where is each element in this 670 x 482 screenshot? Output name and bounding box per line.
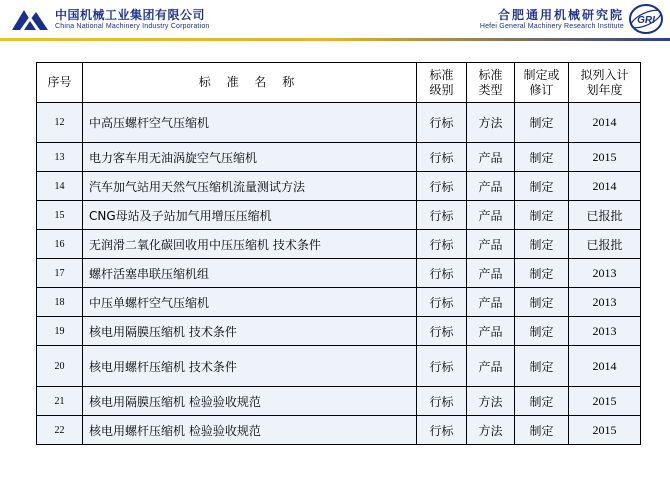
right-company-block	[480, 8, 624, 32]
row-standard-name: 螺杆活塞串联压缩机组	[83, 259, 417, 288]
row-action: 制定	[515, 103, 569, 143]
header-level-line2: 级别	[429, 82, 454, 97]
table-row	[37, 201, 641, 230]
header-type-line2: 类型	[478, 82, 503, 97]
row-year: 已报批	[569, 201, 641, 230]
row-index: 17	[37, 259, 83, 288]
row-action: 制定	[515, 143, 569, 172]
left-company-name-en: China National Machinery Industry Corporation	[55, 23, 210, 30]
table-row	[37, 172, 641, 201]
table-row	[37, 103, 641, 143]
row-type: 产品	[467, 172, 515, 201]
row-year: 2014	[569, 346, 641, 387]
right-company-name-en: Hefei General Machinery Research Institute	[479, 23, 624, 30]
row-action: 制定	[515, 230, 569, 259]
left-company-name-cn: 中国机械工业集团有限公司	[55, 8, 206, 22]
row-type: 方法	[467, 416, 515, 445]
row-standard-name: 中压单螺杆空气压缩机	[83, 288, 417, 317]
header-type-line1: 标准	[478, 67, 503, 82]
standards-table-container	[36, 62, 640, 445]
row-year: 已报批	[569, 230, 641, 259]
row-action: 制定	[515, 346, 569, 387]
left-company-block	[55, 8, 210, 32]
header-level-line1: 标准	[429, 67, 454, 82]
row-type: 产品	[467, 346, 515, 387]
row-level: 行标	[417, 259, 467, 288]
header-year	[569, 63, 641, 103]
row-level: 行标	[417, 416, 467, 445]
row-year: 2015	[569, 416, 641, 445]
row-index: 13	[37, 143, 83, 172]
header-level	[417, 63, 467, 103]
row-index: 19	[37, 317, 83, 346]
svg-text:GRI: GRI	[637, 15, 655, 26]
row-level: 行标	[417, 143, 467, 172]
row-index: 12	[37, 103, 83, 143]
row-standard-name: 汽车加气站用天然气压缩机流量测试方法	[83, 172, 417, 201]
row-year: 2014	[569, 172, 641, 201]
row-level: 行标	[417, 201, 467, 230]
row-year: 2014	[569, 103, 641, 143]
header-action-line1: 制定或	[523, 67, 560, 82]
row-standard-name: 核电用隔膜压缩机 检验验收规范	[83, 387, 417, 416]
row-standard-name: CNG母站及子站加气用增压压缩机	[83, 201, 417, 230]
header-year-line2: 划年度	[586, 82, 623, 97]
row-year: 2015	[569, 143, 641, 172]
row-type: 产品	[467, 317, 515, 346]
row-type: 产品	[467, 201, 515, 230]
row-type: 产品	[467, 259, 515, 288]
table-header-row	[37, 63, 641, 103]
header-type	[467, 63, 515, 103]
row-level: 行标	[417, 172, 467, 201]
row-index: 20	[37, 346, 83, 387]
hgmri-logo-icon	[628, 2, 664, 36]
table-row	[37, 143, 641, 172]
table-row	[37, 416, 641, 445]
row-year: 2013	[569, 288, 641, 317]
row-index: 14	[37, 172, 83, 201]
row-standard-name: 电力客车用无油涡旋空气压缩机	[83, 143, 417, 172]
row-year: 2015	[569, 387, 641, 416]
row-type: 方法	[467, 103, 515, 143]
row-level: 行标	[417, 288, 467, 317]
row-action: 制定	[515, 288, 569, 317]
row-type: 产品	[467, 288, 515, 317]
header-action	[515, 63, 569, 103]
header-year-line1: 拟列入计	[580, 67, 629, 82]
row-index: 21	[37, 387, 83, 416]
row-level: 行标	[417, 317, 467, 346]
row-standard-name: 核电用隔膜压缩机 技术条件	[83, 317, 417, 346]
row-standard-name: 中高压螺杆空气压缩机	[83, 103, 417, 143]
header-standard-name: 标 准 名 称	[83, 63, 417, 103]
table-row	[37, 317, 641, 346]
row-action: 制定	[515, 387, 569, 416]
right-company-name-cn: 合肥通用机械研究院	[497, 8, 624, 22]
row-type: 产品	[467, 230, 515, 259]
row-level: 行标	[417, 387, 467, 416]
row-action: 制定	[515, 201, 569, 230]
row-standard-name: 核电用螺杆压缩机 技术条件	[83, 346, 417, 387]
table-row	[37, 387, 641, 416]
row-action: 制定	[515, 259, 569, 288]
row-index: 18	[37, 288, 83, 317]
row-action: 制定	[515, 317, 569, 346]
row-standard-name: 无润滑二氧化碳回收用中压压缩机 技术条件	[83, 230, 417, 259]
row-type: 产品	[467, 143, 515, 172]
row-year: 2013	[569, 259, 641, 288]
table-row	[37, 259, 641, 288]
header-index: 序号	[37, 63, 83, 103]
row-standard-name: 核电用螺杆压缩机 检验验收规范	[83, 416, 417, 445]
row-type: 方法	[467, 387, 515, 416]
table-row	[37, 346, 641, 387]
row-index: 16	[37, 230, 83, 259]
row-year: 2013	[569, 317, 641, 346]
row-level: 行标	[417, 230, 467, 259]
row-index: 15	[37, 201, 83, 230]
header-action-line2: 修订	[529, 82, 554, 97]
row-level: 行标	[417, 346, 467, 387]
row-action: 制定	[515, 172, 569, 201]
header-divider	[0, 38, 670, 41]
row-index: 22	[37, 416, 83, 445]
row-action: 制定	[515, 416, 569, 445]
standards-table	[36, 62, 641, 445]
page-header	[0, 0, 670, 38]
sinomach-logo-icon	[10, 6, 50, 32]
row-level: 行标	[417, 103, 467, 143]
table-row	[37, 230, 641, 259]
table-row	[37, 288, 641, 317]
